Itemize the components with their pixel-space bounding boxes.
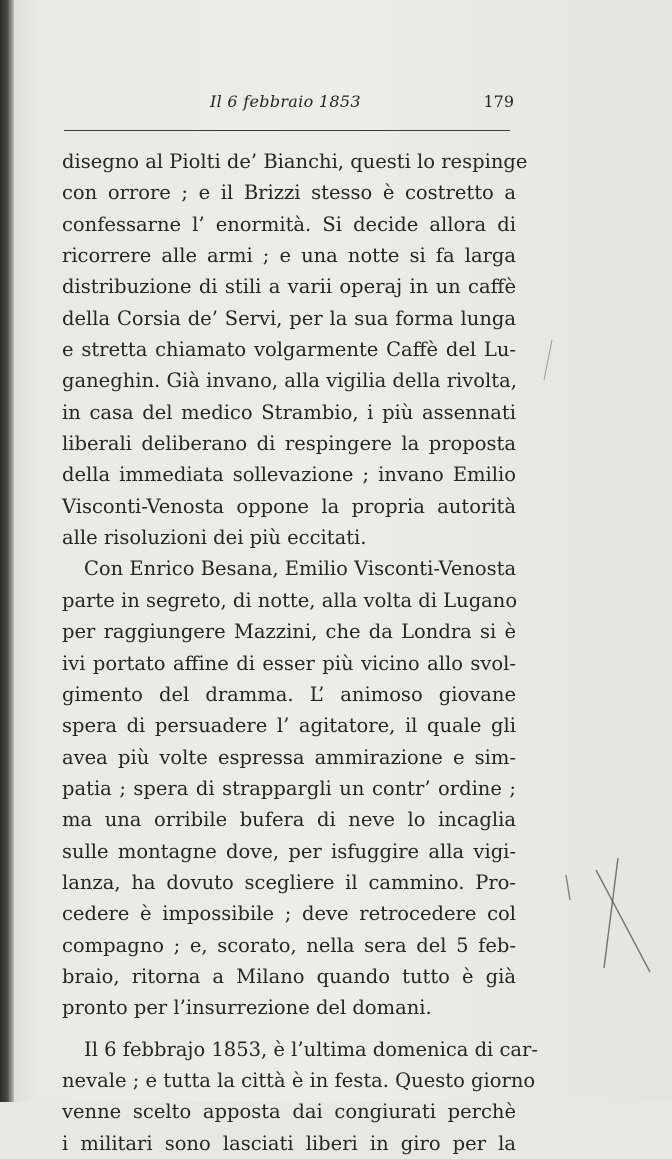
text-line: cedere è impossibile ; deve retrocedere col (62, 902, 516, 926)
text-line: compagno ; e, scorato, nella sera del 5 feb- (62, 933, 516, 957)
pencil-stroke (566, 875, 570, 900)
running-header (62, 88, 514, 118)
paragraph-3 (62, 1034, 538, 1159)
text-line: venne scelto apposta dai congiurati perchè (62, 1100, 516, 1124)
text-line: Con Enrico Besana, Emilio Visconti-Venosta (84, 557, 517, 581)
text-line: in casa del medico Strambio, i più assennati (62, 400, 516, 424)
body-text (62, 146, 538, 1159)
text-line: alle risoluzioni dei più eccitati. (62, 526, 367, 550)
text-line: con orrore ; e il Brizzi stesso è costretto a (62, 181, 516, 205)
text-line: lanza, ha dovuto scegliere il cammino. Pro- (62, 870, 516, 894)
text-line: e stretta chiamato volgarmente Caffè del Lu- (62, 338, 516, 362)
text-line: confessarne l’ enormità. Si decide allora di (62, 212, 516, 236)
text-line: Visconti-Venosta oppone la propria autorità (62, 494, 516, 518)
pencil-stroke (604, 858, 618, 968)
text-line: spera di persuadere l’ agitatore, il quale gli (62, 714, 516, 738)
text-line: braio, ritorna a Milano quando tutto è già (62, 964, 516, 988)
text-line: disegno al Piolti de’ Bianchi, questi lo respinge (62, 150, 528, 173)
text-line: ricorrere alle armi ; e una notte si fa larga (62, 244, 516, 268)
text-line: avea più volte espressa ammirazione e sim- (62, 745, 516, 769)
text-line: gimento del dramma. L’ animoso giovane (62, 682, 516, 706)
text-line: pronto per l’insurrezione del domani. (62, 996, 432, 1020)
pencil-stroke (596, 870, 650, 972)
text-line: nevale ; e tutta la città è in festa. Questo giorno (62, 1068, 536, 1092)
text-line: ganeghin. Già invano, alla vigilia della rivolta, (62, 369, 517, 393)
paragraph-gap (62, 1024, 516, 1034)
pencil-stroke (544, 340, 552, 380)
paragraph-2 (62, 553, 516, 1023)
text-line: parte in segreto, di notte, alla volta di Lugano (62, 588, 518, 612)
text-line: liberali deliberano di respingere la proposta (62, 432, 516, 456)
book-binding-edge (0, 0, 14, 1102)
text-line: della immediata sollevazione ; invano Emilio (62, 463, 516, 487)
text-line: per raggiungere Mazzini, che da Londra si è (62, 620, 516, 644)
text-line: ivi portato affine di esser più vicino allo svol- (62, 651, 516, 675)
text-line: distribuzione di stili a varii operaj in un caffè (62, 275, 516, 299)
running-title: Il 6 febbraio 1853 (210, 92, 361, 111)
page-number: 179 (483, 92, 514, 111)
text-line: Il 6 febbrajo 1853, è l’ultima domenica di car- (84, 1037, 538, 1061)
text-line: ma una orribile bufera di neve lo incaglia (62, 808, 516, 832)
text-line: della Corsia de’ Servi, per la sua forma lunga (62, 306, 516, 330)
text-line: patia ; spera di strappargli un contr’ ordine ; (62, 776, 516, 800)
paragraph-1 (62, 146, 528, 553)
header-rule (64, 130, 510, 131)
text-line: i militari sono lasciati liberi in giro per la (62, 1131, 516, 1155)
text-line: sulle montagne dove, per isfuggire alla vigi- (62, 839, 516, 863)
